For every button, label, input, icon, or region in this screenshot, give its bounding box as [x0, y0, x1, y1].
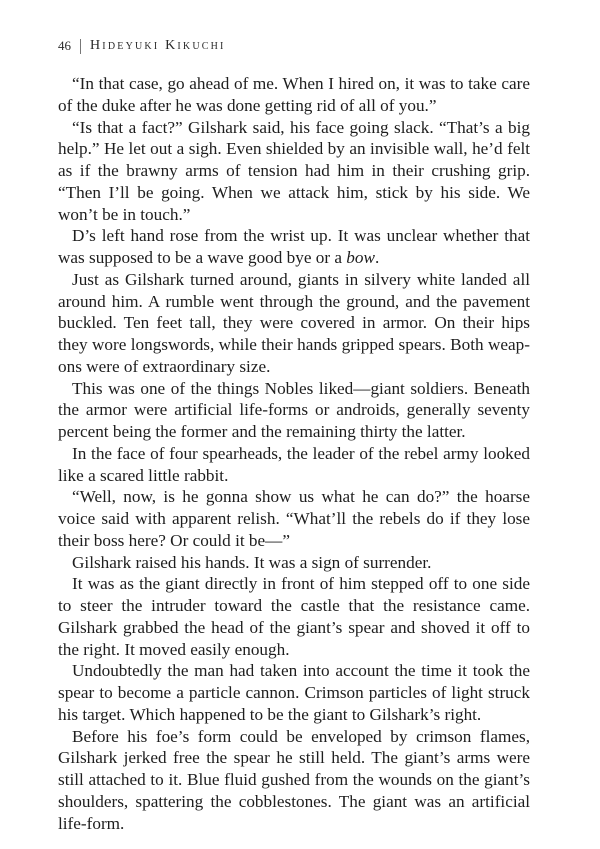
header-divider [80, 39, 81, 54]
paragraph: In the face of four spearheads, the leader of the rebel army looked like a scared little rabbit. [58, 443, 530, 485]
running-head [58, 38, 226, 54]
paragraph: It was as the giant directly in front of him stepped off to one side to steer the intruder toward the castle that the resistance came. Gilshark grabbed the head of the giant’s spear and shoved it off to the right. It moved easily enough. [58, 574, 530, 659]
paragraph: “Well, now, is he gonna show us what he can do?” the hoarse voice said with apparent relish. “What’ll the rebels do if they lose their boss here? Or could it be—” [58, 487, 530, 550]
paragraph: Just as Gilshark turned around, giants in silvery white landed all around him. A rumble went through the ground, and the pavement buckled. Ten feet tall, they were covered in armor. On their hips they wore longswords, while their hands gripped spears. Both weapons were of extraordinary size. [58, 269, 530, 376]
paragraph: This was one of the things Nobles liked—giant soldiers. Beneath the armor were artificial life-forms or androids, generally seventy percent being the former and the remaining thirty the latter. [58, 378, 530, 441]
paragraph: “Is that a fact?” Gilshark said, his face going slack. “That’s a big help.” He let out a sigh. Even shielded by an invisible wall, he’d felt as if the brawny arms of tension had him in their crushing grip. “Then I’ll be going. When we attack him, stick by his side. We won’t be in touch.” [58, 117, 530, 224]
paragraph [58, 225, 530, 269]
page-number: 46 [58, 38, 71, 53]
paragraph-text: D’s left hand rose from the wrist up. It was unclear whether that was supposed to be a wave good bye or a [58, 226, 530, 267]
paragraph: Undoubtedly the man had taken into account the time it took the spear to become a particle cannon. Crimson particles of light struck his target. Which happened to be the giant to Gilshark’s right. [58, 661, 530, 724]
paragraph: “In that case, go ahead of me. When I hired on, it was to take care of the duke after he was done getting rid of all of you.” [58, 74, 530, 115]
paragraph: Gilshark raised his hands. It was a sign of surrender. [72, 552, 432, 572]
italic-word: bow [346, 248, 375, 267]
paragraph-text: . [374, 248, 380, 267]
author-name: Hideyuki Kikuchi [90, 38, 226, 53]
paragraph: Before his foe’s form could be enveloped by crimson flames, Gilshark jerked free the spear he still held. The giant’s arms were still attached to it. Blue fluid gushed from the wounds on the giant’s shoulders, spattering the cobblestones. The giant was an artificial life-form. [58, 726, 530, 833]
body-text [58, 73, 530, 834]
